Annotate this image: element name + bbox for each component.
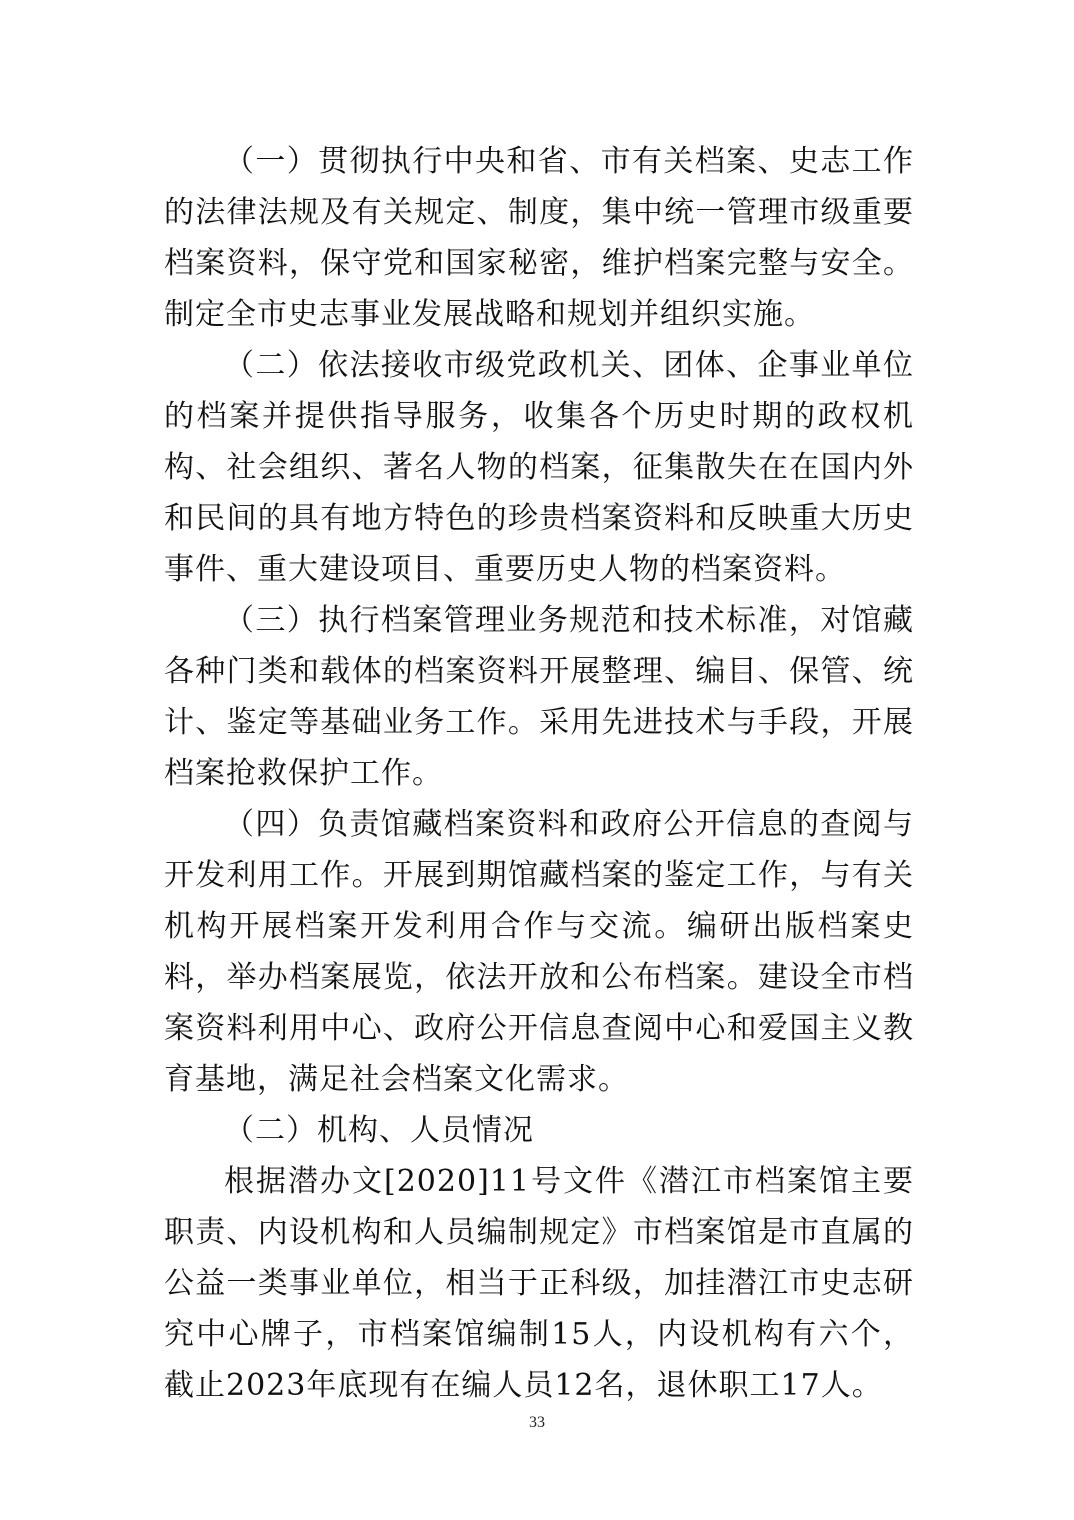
paragraph-duty-3: （三）执行档案管理业务规范和技术标准，对馆藏各种门类和载体的档案资料开展整理、编目、保管、统计、鉴定等基础业务工作。采用先进技术与手段，开展档案抢救保护工作。 [164,603,914,791]
paragraph-duty-2: （二）依法接收市级党政机关、团体、企事业单位的档案并提供指导服务，收集各个历史时期的政权机构、社会组织、著名人物的档案，征集散失在在国内外和民间的具有地方特色的珍贵档案资料和反映重大历史事件、重大建设项目、重要历史人物的档案资料。 [164,348,914,587]
paragraph-duty-1: （一）贯彻执行中央和省、市有关档案、史志工作的法律法规及有关规定、制度，集中统一管理市级重要档案资料，保守党和国家秘密，维护档案完整与安全。制定全市史志事业发展战略和规划并组织实施。 [164,144,914,332]
page-number: 33 [529,1414,545,1431]
section-heading: （二）机构、人员情况 [224,1113,534,1148]
paragraph-duty-4: （四）负责馆藏档案资料和政府公开信息的查阅与开发利用工作。开展到期馆藏档案的鉴定工作，与有关机构开展档案开发利用合作与交流。编研出版档案史料，举办档案展览，依法开放和公布档案。建设全市档案资料利用中心、政府公开信息查阅中心和爱国主义教育基地，满足社会档案文化需求。 [164,807,914,1097]
paragraph-staffing: 根据潜办文[2020]11号文件《潜江市档案馆主要职责、内设机构和人员编制规定》市档案馆是市直属的公益一类事业单位，相当于正科级，加挂潜江市史志研究中心牌子，市档案馆编制15人，内设机构有六个，截止2023年底现有在编人员12名，退休职工17人。 [164,1164,914,1403]
document-body [164,136,914,1411]
